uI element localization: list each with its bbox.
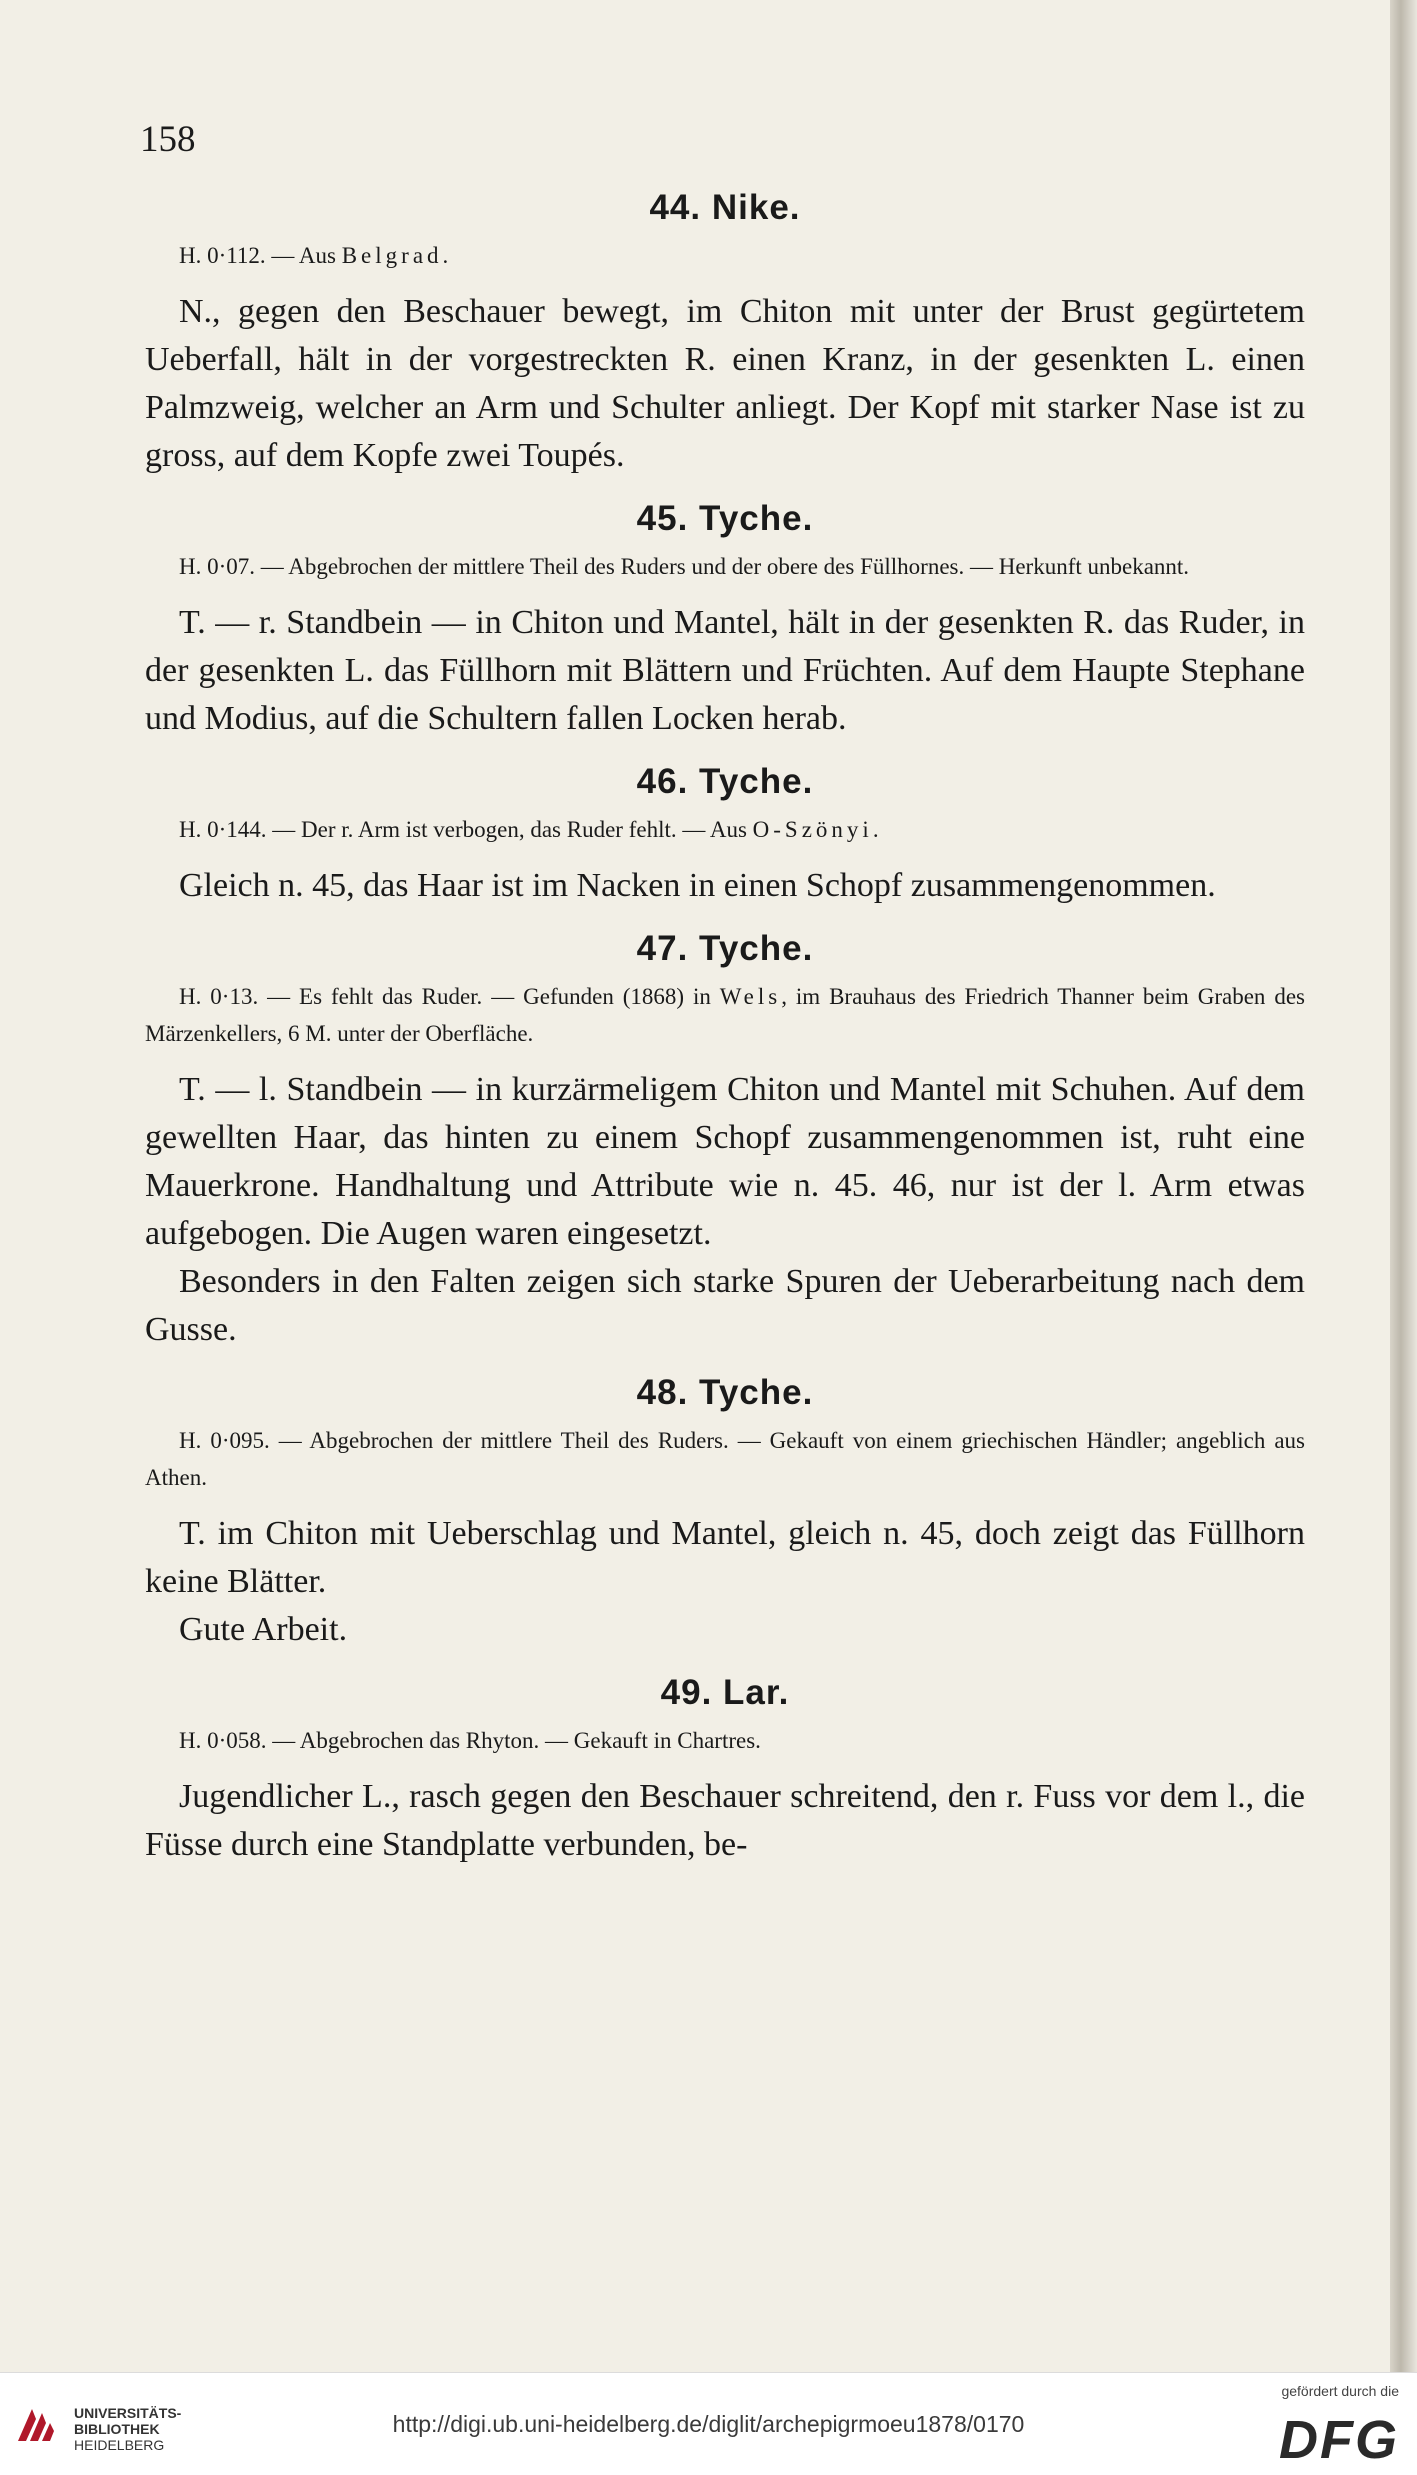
meta-text: . (872, 817, 879, 842)
meta-text: H. 0·095. — Abgebrochen der mittlere Theil des Ruders. — Gekauft von einem griechischen Händler; angeblich aus Athen. (145, 1428, 1305, 1490)
entry-heading: 49. Lar. (660, 1673, 790, 1712)
meta-text: H. 0·07. — Abgebrochen der mittlere Theil des Ruders und der obere des Füllhornes. — Herkunft unbekannt. (179, 554, 1190, 579)
catalog-entry (145, 926, 1305, 1354)
entry-paragraph: T. — l. Standbein — in kurzärmeligem Chiton und Mantel mit Schuhen. Auf dem gewellten Haar, das hinten zu einem Schopf zusammengenommen ist, ruht eine Mauerkrone. Handhaltung und Attribute wie n. 45. 46, nur ist der l. Arm etwas aufgebogen. Die Augen waren eingesetzt. (145, 1071, 1305, 1252)
entry-heading: 45. Tyche. (636, 499, 814, 538)
meta-text: H. 0·112. — Aus (179, 243, 342, 268)
entry-meta (145, 1722, 1305, 1759)
entry-heading: 46. Tyche. (636, 762, 814, 801)
entry-heading: 44. Nike. (649, 188, 801, 227)
entry-gap (145, 480, 1305, 496)
entry-paragraph: Gleich n. 45, das Haar ist im Nacken in einen Schopf zusammengenommen. (179, 867, 1216, 904)
entry-gap (145, 1654, 1305, 1670)
entry-gap (145, 1354, 1305, 1370)
catalog-entry (145, 759, 1305, 910)
institution-line-2: BIBLIOTHEK (74, 2421, 160, 2437)
institution-line-3: HEIDELBERG (74, 2437, 165, 2453)
place-name: Belgrad (341, 243, 443, 268)
meta-text: H. 0·144. — Der r. Arm ist verbogen, das Ruder fehlt. — Aus (179, 817, 753, 842)
entry-paragraph: N., gegen den Beschauer bewegt, im Chiton mit unter der Brust gegürtetem Ueberfall, hält in der vorgestreckten R. einen Kranz, in der gesenkten L. einen Palmzweig, welcher an Arm und Schulter anliegt. Der Kopf mit starker Nase ist zu gross, auf dem Kopfe zwei Toupés. (145, 293, 1305, 474)
entry-heading: 48. Tyche. (636, 1373, 814, 1412)
catalog-entry (145, 496, 1305, 743)
meta-text: , im Brauhaus des Friedrich Thanner beim Graben des Märzenkellers, 6 M. unter der Oberfläche. (145, 984, 1305, 1046)
funded-by-label: gefördert durch die (1281, 2383, 1399, 2399)
dfg-logo: DFG (1279, 2410, 1399, 2470)
entry-paragraph: Besonders in den Falten zeigen sich starke Spuren der Ueberarbeitung nach dem Gusse. (145, 1263, 1305, 1348)
catalog-entry (145, 1670, 1305, 1869)
meta-text: H. 0·13. — Es fehlt das Ruder. — Gefunden (1868) in (179, 984, 720, 1009)
entry-paragraph: Gute Arbeit. (179, 1611, 348, 1648)
entry-gap (145, 910, 1305, 926)
permalink-url[interactable]: http://digi.ub.uni-heidelberg.de/diglit/archepigrmoeu1878/0170 (392, 2411, 1025, 2437)
page-content (145, 185, 1305, 1869)
entry-gap (145, 743, 1305, 759)
page-number: 158 (140, 119, 196, 160)
entry-meta (145, 1422, 1305, 1496)
entry-heading: 47. Tyche. (636, 929, 814, 968)
catalog-entry (145, 185, 1305, 480)
entry-meta (145, 978, 1305, 1052)
meta-text: H. 0·058. — Abgebrochen das Rhyton. — Gekauft in Chartres. (179, 1728, 761, 1753)
entry-meta (145, 237, 1305, 274)
catalog-entry (145, 1370, 1305, 1654)
entry-meta (145, 548, 1305, 585)
place-name: Wels (719, 984, 782, 1009)
meta-text: . (442, 243, 449, 268)
page-edge (1390, 0, 1417, 2372)
entry-paragraph: T. im Chiton mit Ueberschlag und Mantel, gleich n. 45, doch zeigt das Füllhorn keine Blätter. (145, 1515, 1305, 1600)
entry-meta (145, 811, 1305, 848)
footer-bar (0, 2372, 1417, 2475)
entry-paragraph: Jugendlicher L., rasch gegen den Beschauer schreitend, den r. Fuss vor dem l., die Füsse durch eine Standplatte verbunden, be- (145, 1778, 1305, 1863)
place-name: O-Szönyi (752, 817, 873, 842)
entry-paragraph: T. — r. Standbein — in Chiton und Mantel, hält in der gesenkten R. das Ruder, in der gesenkten L. das Füllhorn mit Blättern und Früchten. Auf dem Haupte Stephane und Modius, auf die Schultern fallen Locken herab. (145, 604, 1305, 737)
institution-line-1: UNIVERSITÄTS- (74, 2405, 182, 2421)
